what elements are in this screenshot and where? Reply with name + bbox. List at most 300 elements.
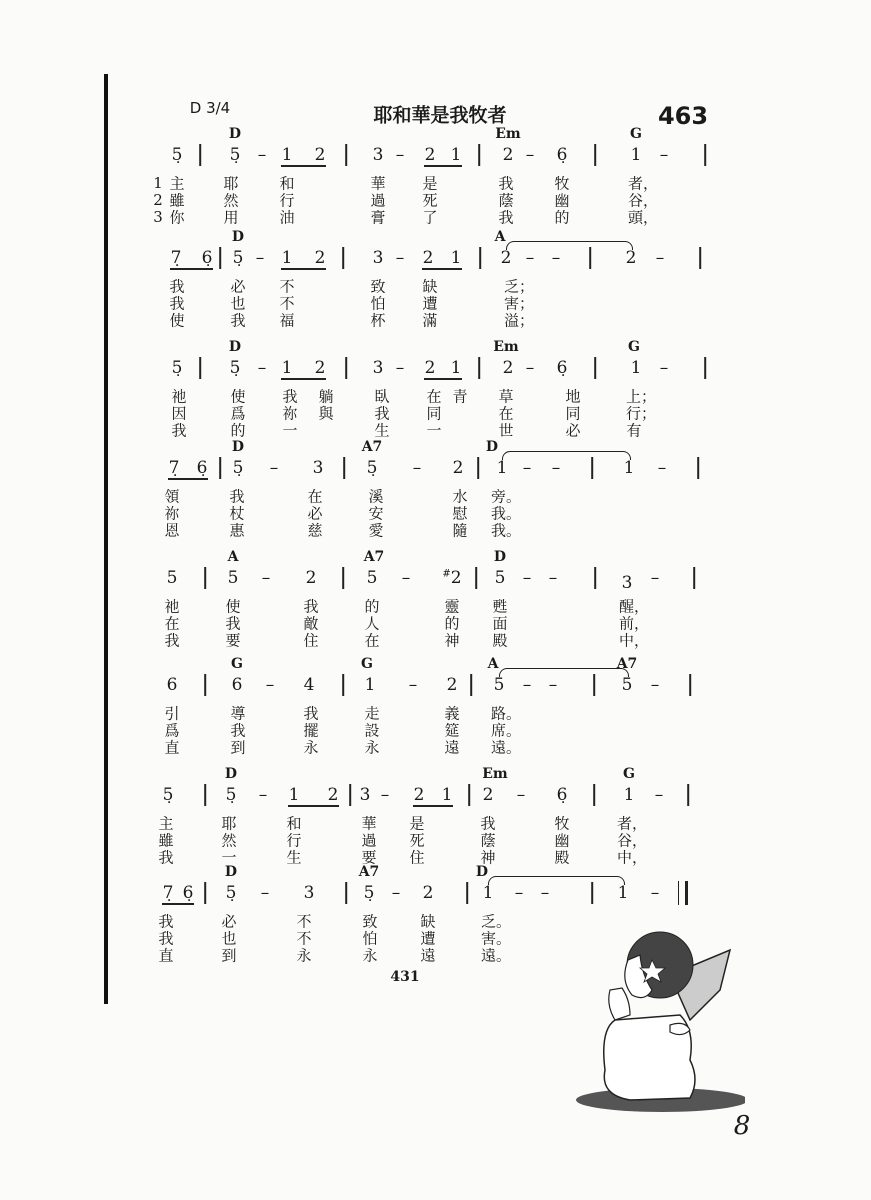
note: 5 <box>166 568 178 588</box>
lyric-syllable: 祢 <box>164 504 180 523</box>
sustain-dash: – <box>659 145 669 165</box>
beam-line <box>170 268 213 270</box>
lyric-syllable: 到 <box>221 946 237 965</box>
sustain-dash: – <box>391 883 401 903</box>
lyric-syllable: 我 <box>303 704 319 723</box>
sustain-dash: – <box>540 883 550 903</box>
barline <box>697 457 699 479</box>
lyric-syllable: 要 <box>225 631 241 650</box>
barline <box>342 247 344 269</box>
lyric-syllable: 引 <box>164 704 180 723</box>
lyric-syllable: 不 <box>279 294 295 313</box>
note: 2 <box>424 145 436 165</box>
lyric-syllable: 不 <box>296 912 312 931</box>
lyric-syllable: 我 <box>230 311 246 330</box>
lyric-syllable: 福 <box>279 311 295 330</box>
lyric-syllable: 過 <box>370 191 386 210</box>
barline <box>478 357 480 379</box>
lyric-syllable: 地 <box>565 387 581 406</box>
lyric-syllable: 必 <box>221 912 237 931</box>
lyric-syllable: 直 <box>164 738 180 757</box>
barline <box>594 357 596 379</box>
lyric-syllable: 隨 <box>452 521 468 540</box>
barline <box>343 457 345 479</box>
lyric-syllable: 我 <box>225 614 241 633</box>
note: 6̣ <box>556 358 568 378</box>
barline <box>345 882 347 904</box>
sustain-dash: – <box>650 568 660 588</box>
lyric-syllable: 人 <box>364 614 380 633</box>
lyric-syllable: 遭 <box>420 929 436 948</box>
sustain-dash: – <box>269 458 279 478</box>
beam-line <box>281 165 326 167</box>
lyric-syllable: 有 <box>626 421 642 440</box>
note: 2 <box>446 675 458 695</box>
barline <box>591 882 593 904</box>
lyric-syllable: 幽 <box>554 191 570 210</box>
lyric-syllable: 谷， <box>616 831 648 850</box>
lyric-syllable: 同 <box>426 404 442 423</box>
lyric-syllable: 走 <box>364 704 380 723</box>
chord-symbol: D <box>228 126 242 142</box>
lyric-syllable: 蔭 <box>480 831 496 850</box>
lyric-syllable: 我 <box>282 387 298 406</box>
note: 6 <box>166 675 178 695</box>
barline <box>470 674 472 696</box>
note: 1 <box>281 248 293 268</box>
sustain-dash: – <box>650 675 660 695</box>
lyric-syllable: 使 <box>169 311 185 330</box>
lyric-syllable: 直 <box>158 946 174 965</box>
barline <box>689 674 691 696</box>
note: 1 <box>441 785 453 805</box>
sustain-dash: – <box>522 675 532 695</box>
lyric-syllable: 我 <box>303 597 319 616</box>
tie-arc <box>506 241 633 250</box>
sustain-dash: – <box>525 145 535 165</box>
handwritten-mark: 8 <box>733 1111 751 1141</box>
note: 1 <box>617 883 629 903</box>
chord-symbol: A <box>487 656 499 672</box>
note: 2 <box>500 248 512 268</box>
lyric-syllable: 一 <box>282 421 298 440</box>
sustain-dash: – <box>380 785 390 805</box>
note: 7̣ <box>162 883 174 903</box>
lyric-syllable: 路。 <box>490 704 522 723</box>
lyric-syllable: 一 <box>426 421 442 440</box>
lyric-syllable: 在 <box>307 487 323 506</box>
lyric-syllable: 中， <box>618 631 650 650</box>
chord-symbol: G <box>231 656 243 672</box>
lyric-syllable: 我 <box>158 929 174 948</box>
lyric-syllable: 旁。 <box>490 487 522 506</box>
barline <box>345 357 347 379</box>
lyric-syllable: 我 <box>169 294 185 313</box>
sustain-dash: – <box>659 358 669 378</box>
lyric-syllable: 必 <box>307 504 323 523</box>
lyric-syllable: 膏 <box>370 208 386 227</box>
lyric-syllable: 同 <box>565 404 581 423</box>
note: 2 <box>327 785 339 805</box>
lyric-syllable: 牧 <box>554 174 570 193</box>
note: 1 <box>450 358 462 378</box>
note: 1 <box>630 358 642 378</box>
lyric-syllable: 前， <box>618 614 650 633</box>
note: 7̣ <box>170 248 182 268</box>
chord-symbol: A7 <box>363 549 385 565</box>
sustain-dash: – <box>551 248 561 268</box>
note: 1 <box>281 358 293 378</box>
sustain-dash: – <box>654 785 664 805</box>
note: 1 <box>623 785 635 805</box>
note: 2 <box>424 358 436 378</box>
sustain-dash: – <box>395 248 405 268</box>
chord-symbol: G <box>623 766 635 782</box>
note: 5̣ <box>171 358 183 378</box>
barline <box>204 784 206 806</box>
lyric-syllable: 要 <box>361 848 377 867</box>
sustain-dash: – <box>395 358 405 378</box>
lyric-syllable: 面 <box>492 614 508 633</box>
lyric-syllable: 遠 <box>420 946 436 965</box>
chord-symbol: D <box>485 439 499 455</box>
lyric-syllable: 致 <box>362 912 378 931</box>
note: 1 <box>482 883 494 903</box>
lyric-syllable: 安 <box>368 504 384 523</box>
lyric-syllable: 世 <box>498 421 514 440</box>
lyric-syllable: 神 <box>480 848 496 867</box>
sustain-dash: – <box>257 145 267 165</box>
tie-arc <box>499 668 629 677</box>
barline <box>479 247 481 269</box>
sharp-note <box>442 568 461 588</box>
note: 6̣ <box>556 785 568 805</box>
lyric-syllable: 我 <box>158 848 174 867</box>
lyric-syllable: 過 <box>361 831 377 850</box>
lyric-syllable: 永 <box>364 738 380 757</box>
note: 2 <box>314 358 326 378</box>
sharp-sign: # <box>442 568 451 580</box>
lyric-syllable: 筵 <box>444 721 460 740</box>
lyric-syllable: 青 <box>452 387 468 406</box>
chord-symbol: Em <box>482 766 508 782</box>
chord-symbol: D <box>224 864 238 880</box>
lyric-syllable: 害； <box>503 294 535 313</box>
barline <box>593 674 595 696</box>
lyric-syllable: 遠。 <box>480 946 512 965</box>
sustain-dash: – <box>395 145 405 165</box>
note: 7̣ <box>168 458 180 478</box>
key-time-signature: D 3/4 <box>189 99 231 117</box>
note: 5̣ <box>225 883 237 903</box>
barline <box>204 567 206 589</box>
barline <box>699 247 701 269</box>
chord-symbol: A <box>494 229 506 245</box>
lyric-syllable: 遠。 <box>490 738 522 757</box>
lyric-syllable: 永 <box>362 946 378 965</box>
lyric-syllable: 祢 <box>282 404 298 423</box>
beam-line <box>281 268 326 270</box>
tie-arc <box>488 876 625 885</box>
lyric-syllable: 然 <box>221 831 237 850</box>
note: 5̣ <box>229 358 241 378</box>
lyric-syllable: 行 <box>286 831 302 850</box>
chord-symbol: A7 <box>616 656 638 672</box>
note: 5̣ <box>363 883 375 903</box>
lyric-syllable: 殿 <box>554 848 570 867</box>
note: 2 <box>452 458 464 478</box>
barline <box>349 784 351 806</box>
note: 6̣ <box>182 883 194 903</box>
note: 3 <box>372 145 384 165</box>
lyric-syllable: 耶 <box>221 814 237 833</box>
sustain-dash: – <box>551 458 561 478</box>
beam-line <box>288 805 339 807</box>
sustain-dash: – <box>522 458 532 478</box>
lyric-syllable: 和 <box>286 814 302 833</box>
note: 1 <box>623 458 635 478</box>
hymn-title: 耶和華是我牧者 <box>373 104 507 127</box>
lyric-syllable: 行 <box>279 191 295 210</box>
barline <box>345 144 347 166</box>
note: 1 <box>496 458 508 478</box>
lyric-syllable: 了 <box>422 208 438 227</box>
lyric-syllable: 溢； <box>503 311 535 330</box>
barline <box>704 357 706 379</box>
lyric-syllable: 是 <box>409 814 425 833</box>
lyric-syllable: 草 <box>498 387 514 406</box>
binding-line <box>104 74 108 1004</box>
sustain-dash: – <box>260 883 270 903</box>
chord-symbol: A7 <box>358 864 380 880</box>
note: 2 <box>413 785 425 805</box>
sustain-dash: – <box>255 248 265 268</box>
verse-number: 2 <box>153 191 163 209</box>
note: 3 <box>359 785 371 805</box>
lyric-syllable: 必 <box>565 421 581 440</box>
lyric-syllable: 遭 <box>422 294 438 313</box>
lyric-syllable: 爲 <box>230 404 246 423</box>
note: 5 <box>621 675 633 695</box>
sustain-dash: – <box>257 358 267 378</box>
lyric-syllable: 在 <box>164 614 180 633</box>
sustain-dash: – <box>522 568 532 588</box>
beam-line <box>424 378 462 380</box>
lyric-syllable: 必 <box>230 277 246 296</box>
lyric-syllable: 生 <box>286 848 302 867</box>
lyric-syllable: 幽 <box>554 831 570 850</box>
note: 5̣ <box>162 785 174 805</box>
note: 5̣ <box>366 458 378 478</box>
lyric-syllable: 甦 <box>492 597 508 616</box>
lyric-syllable: 殿 <box>492 631 508 650</box>
lyric-syllable: 水 <box>452 487 468 506</box>
lyric-syllable: 怕 <box>370 294 386 313</box>
note: 6̣ <box>556 145 568 165</box>
sustain-dash: – <box>401 568 411 588</box>
lyric-syllable: 中， <box>616 848 648 867</box>
lyric-syllable: 行； <box>625 404 657 423</box>
lyric-syllable: 雖 <box>158 831 174 850</box>
lyric-syllable: 在 <box>364 631 380 650</box>
chord-symbol: A7 <box>361 439 383 455</box>
lyric-syllable: 者， <box>616 814 648 833</box>
note: 2 <box>422 248 434 268</box>
lyric-syllable: 我。 <box>490 521 522 540</box>
lyric-syllable: 致 <box>370 277 386 296</box>
barline <box>478 144 480 166</box>
lyric-syllable: 缺 <box>420 912 436 931</box>
barline <box>466 882 468 904</box>
lyric-syllable: 耶 <box>223 174 239 193</box>
barline <box>199 144 201 166</box>
lyric-syllable: 乏； <box>503 277 535 296</box>
lyric-syllable: 在 <box>498 404 514 423</box>
barline <box>594 567 596 589</box>
lyric-syllable: 缺 <box>422 277 438 296</box>
note: 6̣ <box>196 458 208 478</box>
lyric-syllable: 我 <box>480 814 496 833</box>
barline <box>342 674 344 696</box>
barline <box>593 784 595 806</box>
note: 5̣ <box>171 145 183 165</box>
sustain-dash: – <box>412 458 422 478</box>
lyric-syllable: 擺 <box>303 721 319 740</box>
lyric-syllable: 頭， <box>627 208 659 227</box>
lyric-syllable: 也 <box>230 294 246 313</box>
beam-line <box>422 268 462 270</box>
lyric-syllable: 使 <box>230 387 246 406</box>
note: 1 <box>450 145 462 165</box>
lyric-syllable: 永 <box>303 738 319 757</box>
lyric-syllable: 神 <box>444 631 460 650</box>
lyric-syllable: 到 <box>230 738 246 757</box>
barline <box>594 144 596 166</box>
lyric-syllable: 躺 <box>318 387 334 406</box>
sustain-dash: – <box>516 785 526 805</box>
chord-symbol: D <box>475 864 489 880</box>
lyric-syllable: 油 <box>279 208 295 227</box>
lyric-syllable: 爲 <box>164 721 180 740</box>
barline <box>589 247 591 269</box>
lyric-syllable: 滿 <box>422 311 438 330</box>
lyric-syllable: 用 <box>223 208 239 227</box>
barline <box>468 784 470 806</box>
lyric-syllable: 杯 <box>370 311 386 330</box>
note: 3 <box>372 248 384 268</box>
lyric-syllable: 溪 <box>368 487 384 506</box>
barline <box>477 457 479 479</box>
note: 6 <box>231 675 243 695</box>
lyric-syllable: 華 <box>370 174 386 193</box>
lyric-syllable: 的 <box>444 614 460 633</box>
note: 5̣ <box>229 145 241 165</box>
lyric-syllable: 遠 <box>444 738 460 757</box>
lyric-syllable: 主 <box>158 814 174 833</box>
lyric-syllable: 蔭 <box>498 191 514 210</box>
sustain-dash: – <box>548 675 558 695</box>
lyric-syllable: 一 <box>221 848 237 867</box>
beam-line <box>281 378 326 380</box>
hymn-number: 463 <box>657 102 709 130</box>
lyric-syllable: 醒， <box>618 597 650 616</box>
lyric-syllable: 害。 <box>480 929 512 948</box>
chord-symbol: Em <box>493 339 519 355</box>
note: 5̣ <box>232 458 244 478</box>
note: 2 <box>482 785 494 805</box>
note: 3 <box>372 358 384 378</box>
chord-symbol: D <box>493 549 507 565</box>
chord-symbol: D <box>231 439 245 455</box>
sustain-dash: – <box>548 568 558 588</box>
lyric-syllable: 者， <box>627 174 659 193</box>
note: 2 <box>625 248 637 268</box>
page-number: 431 <box>390 969 420 985</box>
lyric-syllable: 席。 <box>490 721 522 740</box>
lyric-syllable: 我 <box>171 421 187 440</box>
sustain-dash: – <box>408 675 418 695</box>
beam-line <box>162 903 194 905</box>
note: 3 <box>312 458 324 478</box>
chord-symbol: G <box>628 339 640 355</box>
note: 2 <box>502 358 514 378</box>
lyric-syllable: 的 <box>230 421 246 440</box>
lyric-syllable: 的 <box>364 597 380 616</box>
sustain-dash: – <box>657 458 667 478</box>
note: 1 <box>450 248 462 268</box>
sustain-dash: – <box>655 248 665 268</box>
barline <box>342 567 344 589</box>
lyric-syllable: 谷， <box>627 191 659 210</box>
lyric-syllable: 我。 <box>490 504 522 523</box>
chord-symbol: D <box>228 339 242 355</box>
beam-line <box>413 805 453 807</box>
lyric-syllable: 住 <box>303 631 319 650</box>
lyric-syllable: 導 <box>230 704 246 723</box>
barline <box>475 567 477 589</box>
lyric-syllable: 華 <box>361 814 377 833</box>
lyric-syllable: 乏。 <box>480 912 512 931</box>
lyric-syllable: 雖 <box>169 191 185 210</box>
barline <box>204 674 206 696</box>
lyric-syllable: 慈 <box>307 521 323 540</box>
lyric-syllable: 牧 <box>554 814 570 833</box>
lyric-syllable: 祂 <box>171 387 187 406</box>
barline <box>693 567 695 589</box>
lyric-syllable: 我 <box>498 174 514 193</box>
note: 2 <box>305 568 317 588</box>
note-digit: 2 <box>450 568 462 588</box>
chord-symbol: A <box>227 549 239 565</box>
lyric-syllable: 我 <box>498 208 514 227</box>
lyric-syllable: 死 <box>422 191 438 210</box>
lyric-syllable: 你 <box>169 208 185 227</box>
note: 1 <box>281 145 293 165</box>
lyric-syllable: 主 <box>169 174 185 193</box>
note: 1 <box>630 145 642 165</box>
note: 5 <box>493 675 505 695</box>
barline <box>704 144 706 166</box>
note: 3 <box>621 573 633 593</box>
lyric-syllable: 惠 <box>229 521 245 540</box>
lyric-syllable: 我 <box>164 631 180 650</box>
barline <box>687 784 689 806</box>
barline <box>219 247 221 269</box>
lyric-syllable: 因 <box>171 404 187 423</box>
lyric-syllable: 恩 <box>164 521 180 540</box>
lyric-syllable: 我 <box>158 912 174 931</box>
final-barline <box>678 881 688 905</box>
